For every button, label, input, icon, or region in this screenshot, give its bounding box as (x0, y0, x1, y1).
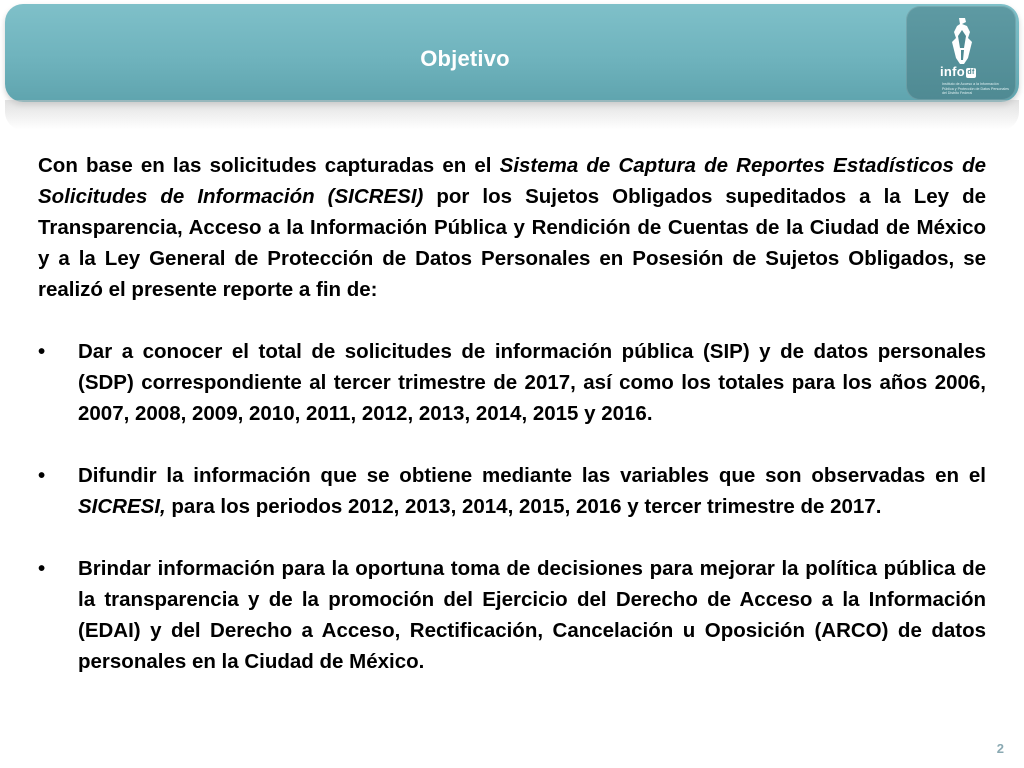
logo-tagline: Instituto de Acceso a la Información Pública y Protección de Datos Personales del Distrito Federal (942, 82, 1009, 96)
bullet-icon: • (38, 557, 46, 580)
header-bar (5, 4, 1019, 102)
header-shadow (5, 100, 1019, 130)
list-item: • Dar a conocer el total de solicitudes de información pública (SIP) y de datos personales (SDP) correspondiente al tercer trimestre de 2017, así como los totales para los años 2006, 2007, 2008, 2009, 2010, 2011, 2012, 2013, 2014, 2015 y 2016. (38, 336, 986, 429)
objective-list (38, 336, 986, 677)
city-emblem-icon (948, 16, 978, 66)
bullet-icon: • (38, 464, 46, 487)
logo-wordmark: info df (940, 64, 975, 79)
bullet-icon: • (38, 340, 46, 363)
list-item: • Brindar información para la oportuna toma de decisiones para mejorar la política pública de la transparencia y de la promoción del Ejercicio del Derecho de Acceso a la Información (EDAI) y del Derecho a Acceso, Rectificación, Cancelación u Oposición (ARCO) de datos personales en la Ciudad de México. (38, 553, 986, 677)
intro-paragraph: Con base en las solicitudes capturadas en el Sistema de Captura de Reportes Estadísticos de Solicitudes de Información (SICRESI) por los Sujetos Obligados supeditados a la Ley de Transparencia, Acceso a la Información Pública y Rendición de Cuentas de la Ciudad de México y a la Ley General de Protección de Datos Personales en Posesión de Sujetos Obligados, se realizó el presente reporte a fin de: (38, 154, 987, 301)
list-item: • Difundir la información que se obtiene mediante las variables que son observadas en el SICRESI, para los periodos 2012, 2013, 2014, 2015, 2016 y tercer trimestre de 2017. (38, 460, 986, 522)
slide-body (38, 150, 986, 677)
infodf-logo (906, 6, 1016, 100)
system-name: Sistema de Captura de Reportes Estadísticos de Solicitudes de Información (SICRESI) (38, 154, 986, 208)
page-number: 2 (996, 741, 1004, 756)
page-title: Objetivo (420, 46, 510, 71)
